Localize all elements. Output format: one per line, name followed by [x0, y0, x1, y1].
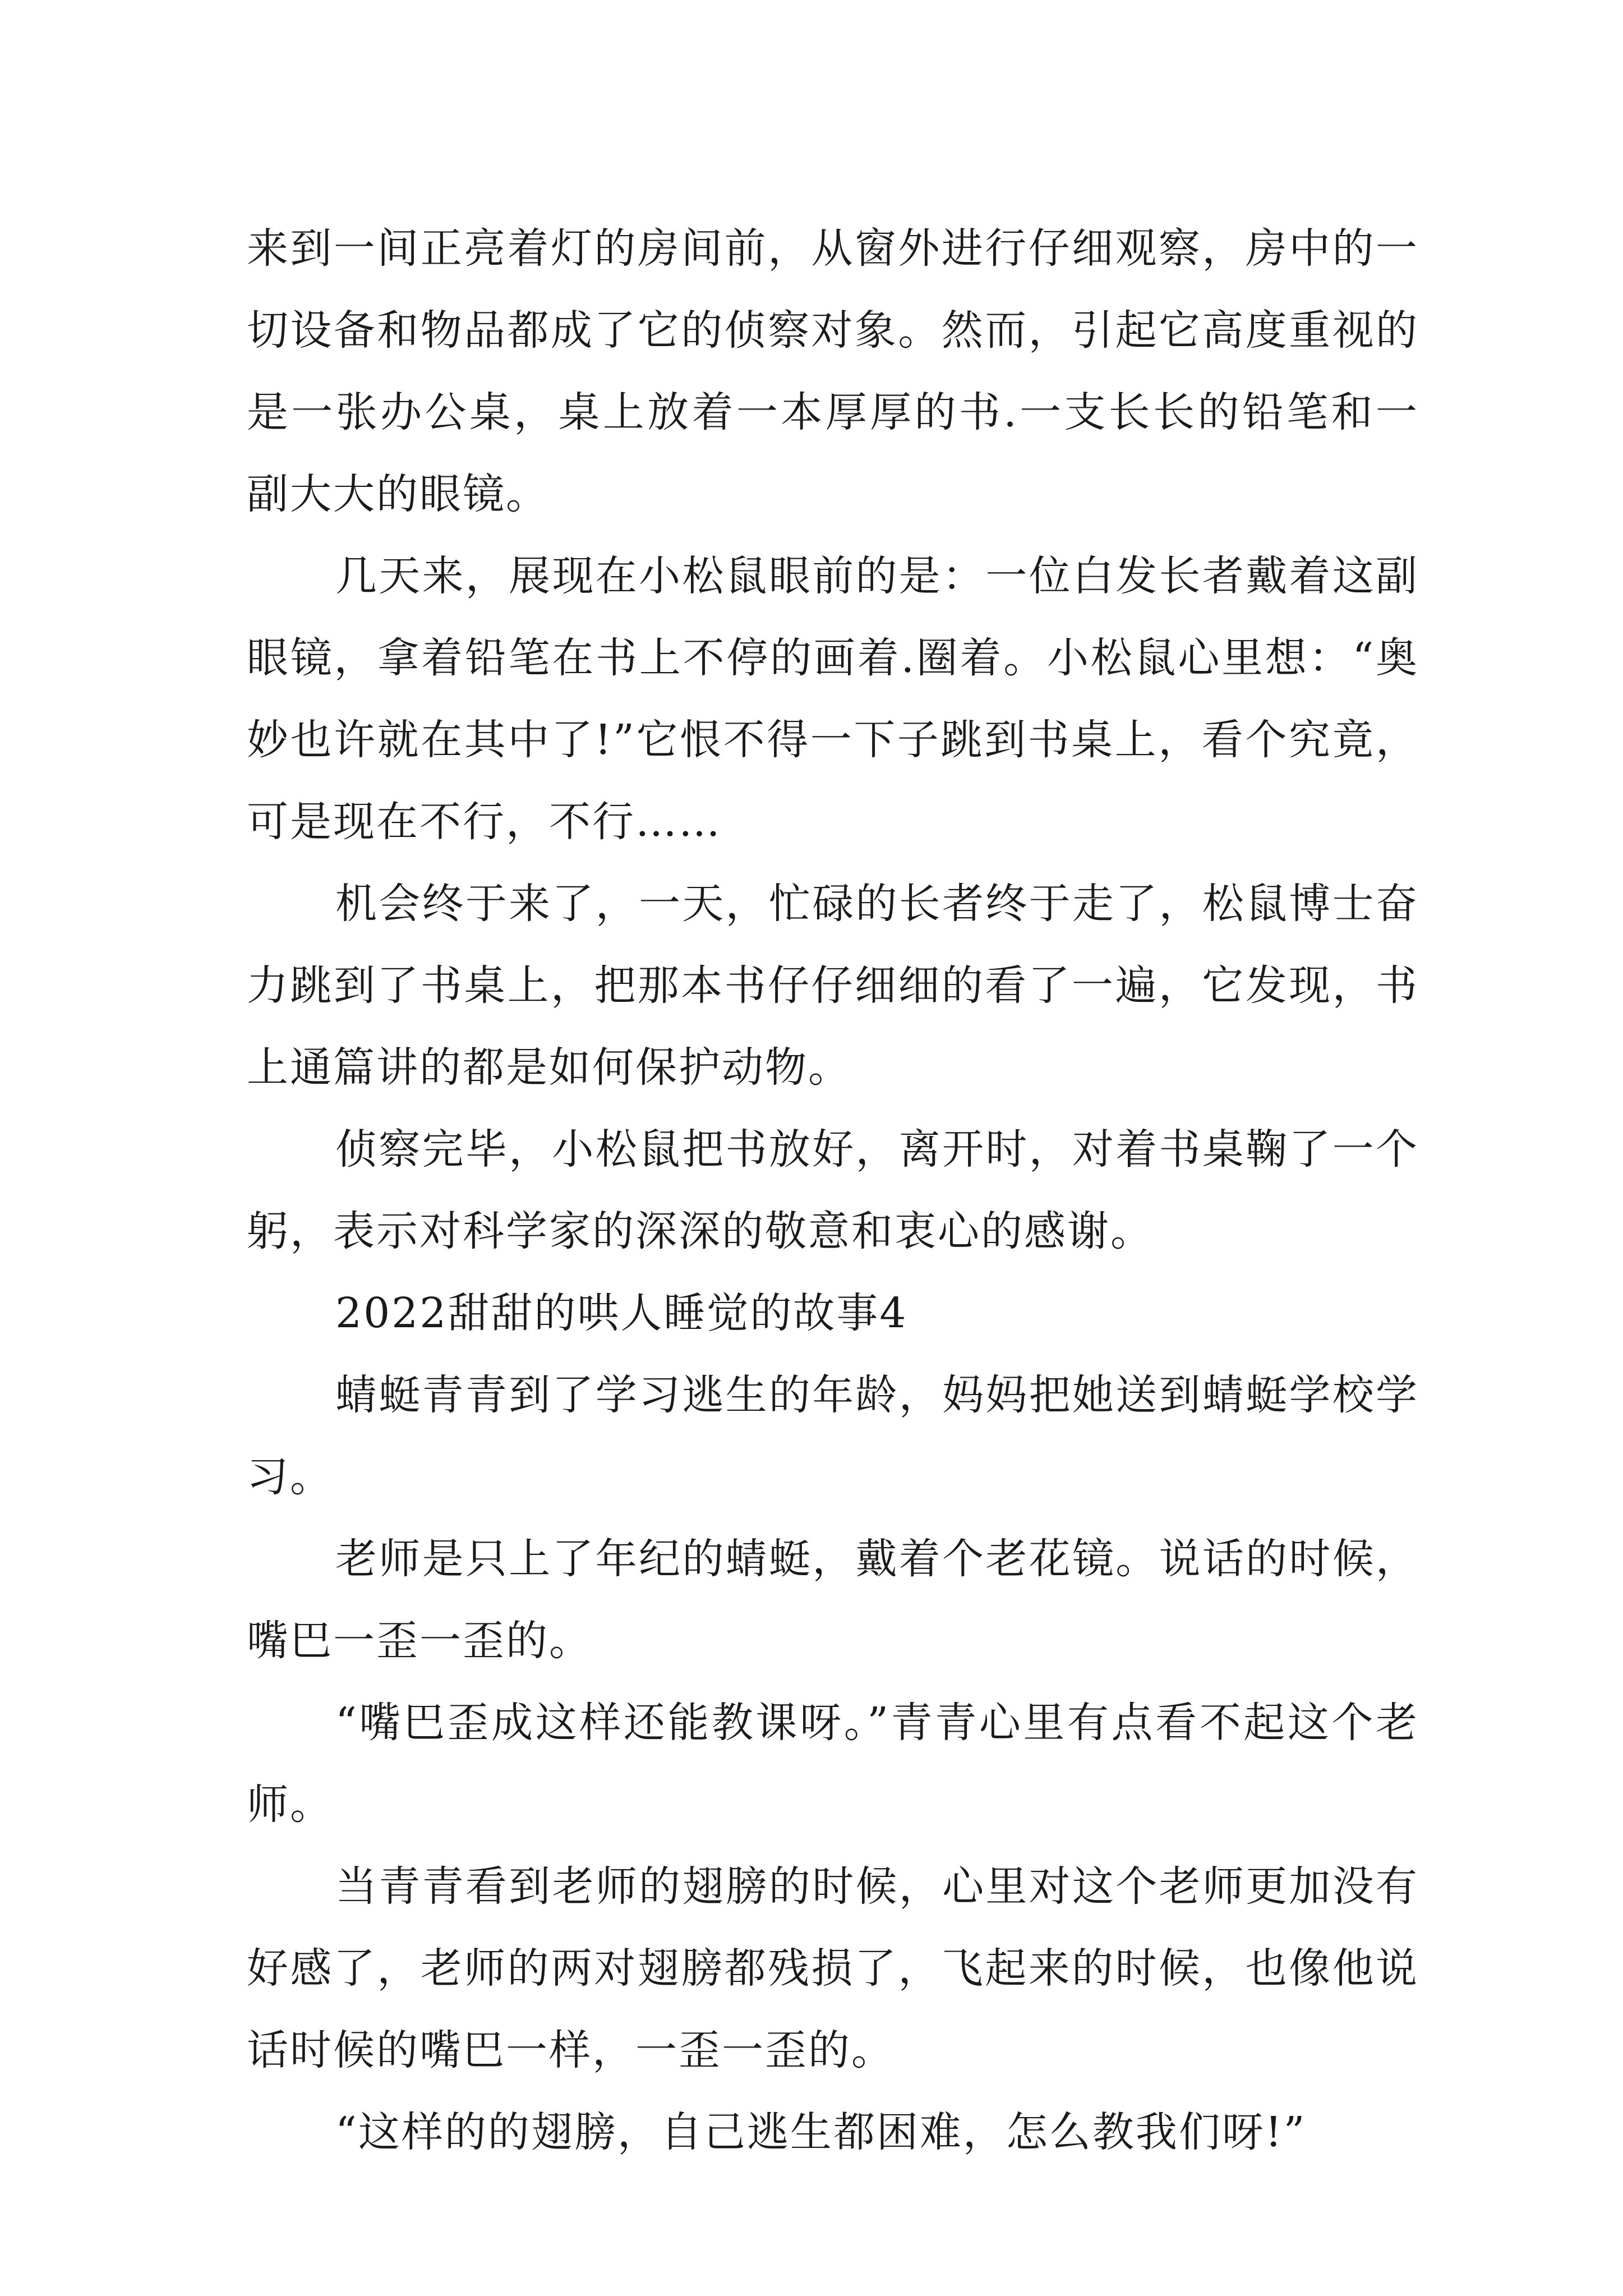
document-body	[247, 208, 1419, 2173]
paragraph-8: 当青青看到老师的翅膀的时候，心里对这个老师更加没有好感了，老师的两对翅膀都残损了，飞起来的时候，也像他说话时候的嘴巴一样，一歪一歪的。	[247, 1862, 1419, 2074]
paragraph-7: “嘴巴歪成这样还能教课呀。”青青心里有点看不起这个老师。	[247, 1699, 1419, 1829]
paragraph-4: 侦察完毕，小松鼠把书放好，离开时，对着书桌鞠了一个躬，表示对科学家的深深的敬意和衷心的感谢。	[247, 1125, 1419, 1255]
paragraph-2: 几天来，展现在小松鼠眼前的是：一位白发长者戴着这副眼镜，拿着铅笔在书上不停的画着.圈着。小松鼠心里想：“奥妙也许就在其中了!”它恨不得一下子跳到书桌上，看个究竟，可是现在不行，不行……	[247, 552, 1419, 846]
paragraph-1: 来到一间正亮着灯的房间前，从窗外进行仔细观察，房中的一切设备和物品都成了它的侦察对象。然而，引起它高度重视的是一张办公桌，桌上放着一本厚厚的书.一支长长的铅笔和一副大大的眼镜。	[247, 224, 1419, 518]
paragraph-6: 老师是只上了年纪的蜻蜓，戴着个老花镜。说话的时候，嘴巴一歪一歪的。	[247, 1535, 1419, 1665]
section-heading: 2022甜甜的哄人睡觉的故事4	[335, 1289, 908, 1337]
paragraph-5: 蜻蜓青青到了学习逃生的年龄，妈妈把她送到蜻蜓学校学习。	[247, 1371, 1419, 1501]
paragraph-9: “这样的的翅膀，自己逃生都困难，怎么教我们呀!”	[335, 2108, 1307, 2156]
paragraph-3: 机会终于来了，一天，忙碌的长者终于走了，松鼠博士奋力跳到了书桌上，把那本书仔仔细细的看了一遍，它发现，书上通篇讲的都是如何保护动物。	[247, 880, 1419, 1092]
